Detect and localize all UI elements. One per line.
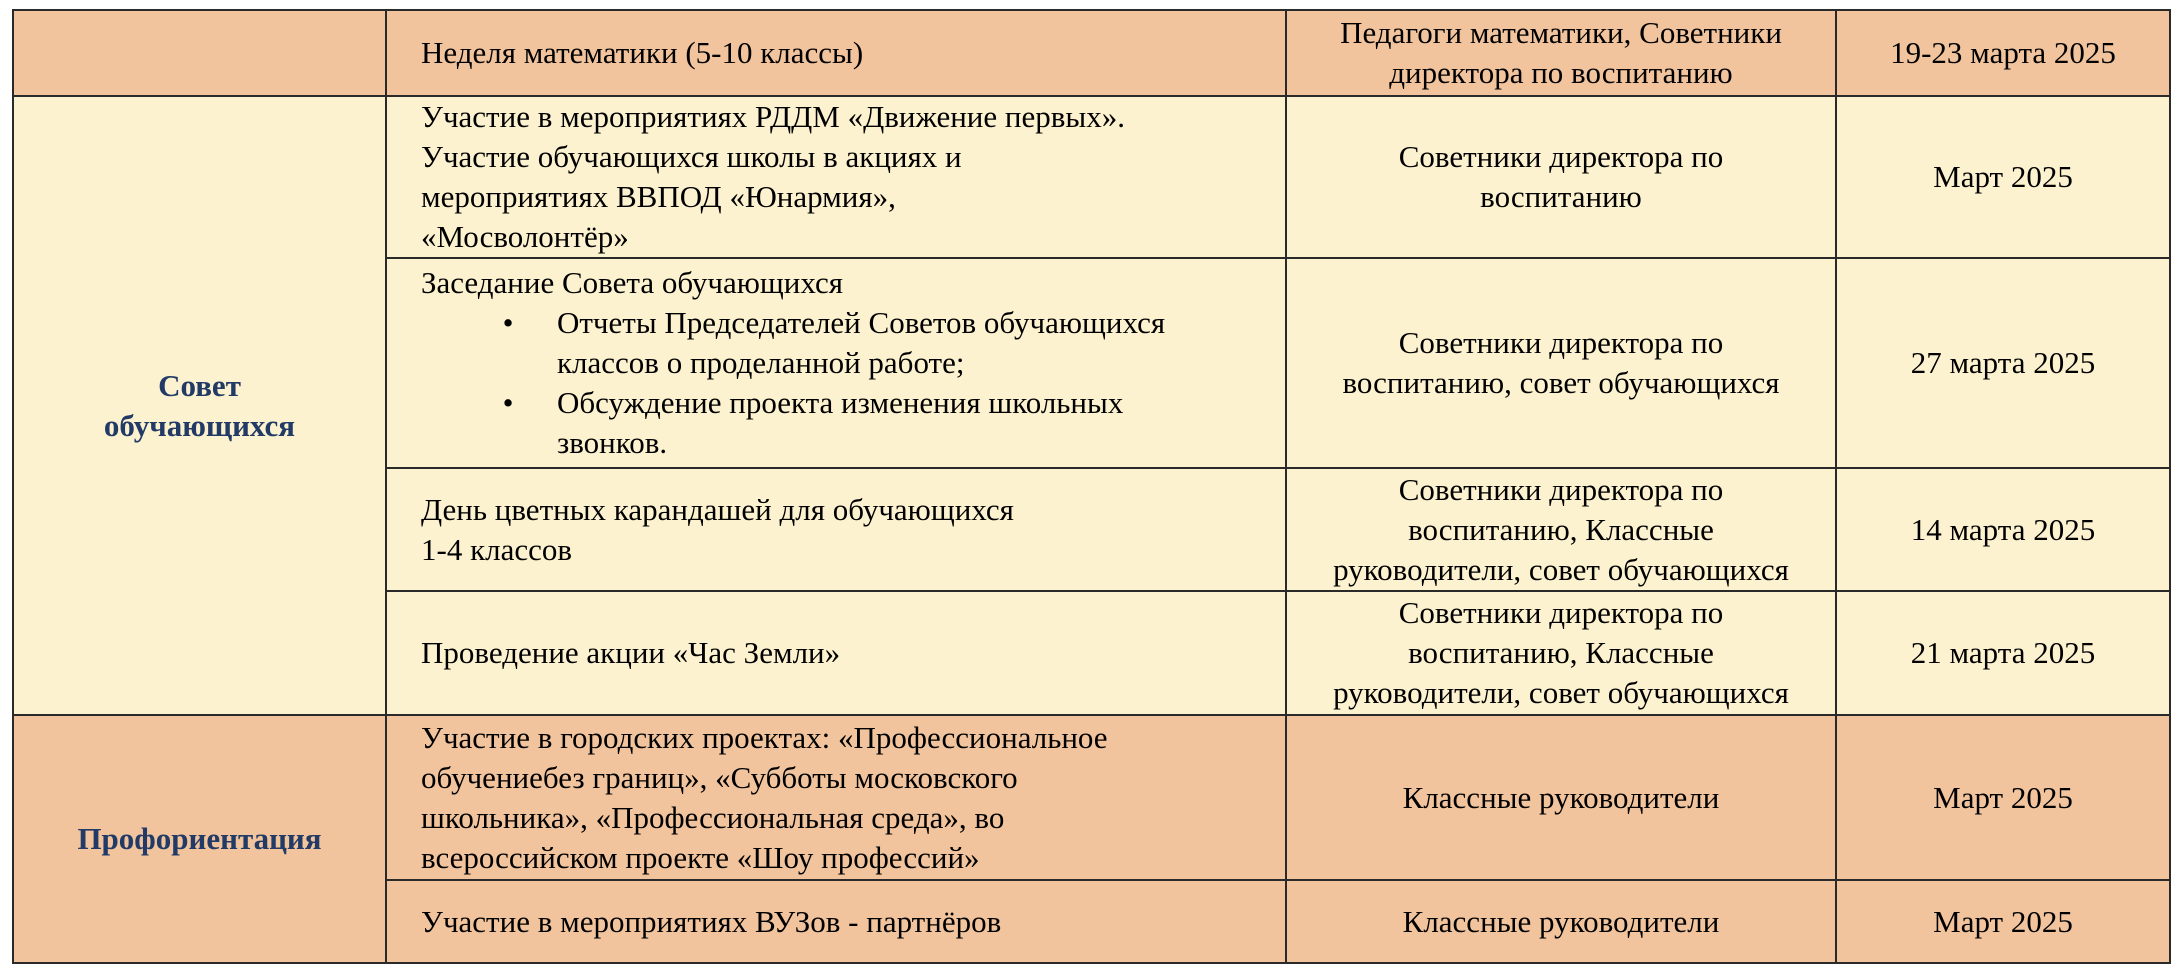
date-text: 19-23 марта 2025 [1890, 35, 2116, 70]
event-text: Участие в мероприятиях ВУЗов - партнёров [421, 903, 1002, 939]
date-cell [1836, 591, 2170, 715]
document-page [12, 9, 2171, 964]
section-title: Совет [158, 367, 241, 403]
event-title: Заседание Совета обучающихся [421, 265, 844, 300]
bullet-icon: • [502, 305, 514, 340]
plan-table [12, 9, 2171, 964]
responsible-cell [1286, 258, 1836, 468]
event-text: обучениебез границ», «Субботы московского [421, 759, 1018, 795]
table-row [13, 96, 2170, 258]
date-text: Март 2025 [1933, 159, 2073, 194]
date-cell [1836, 258, 2170, 468]
bullet-list [421, 303, 1265, 463]
responsible-cell [1286, 468, 1836, 591]
event-cell [386, 258, 1286, 468]
section-heading-career-guidance [13, 715, 386, 963]
date-text: 21 марта 2025 [1910, 635, 2096, 670]
table-row [13, 715, 2170, 880]
bullet-item [491, 383, 1265, 463]
event-cell [386, 10, 1286, 96]
bullet-text: звонков. [557, 425, 668, 460]
responsible-text: Советники директора по [1398, 595, 1724, 630]
table-row [13, 10, 2170, 96]
date-cell [1836, 715, 2170, 880]
responsible-text: воспитанию, Классные [1408, 511, 1714, 547]
date-cell [1836, 96, 2170, 258]
event-text: День цветных карандашей для обучающихся [421, 491, 1014, 527]
responsible-text: Классные руководители [1402, 903, 1720, 939]
event-cell [386, 591, 1286, 715]
responsible-cell [1286, 10, 1836, 96]
responsible-cell [1286, 880, 1836, 963]
event-text: Участие в городских проектах: «Профессиональное [421, 719, 1108, 755]
responsible-cell [1286, 591, 1836, 715]
responsible-text: руководители, совет обучающихся [1333, 675, 1789, 710]
event-text: всероссийском проекте «Шоу профессий» [421, 839, 980, 875]
date-text: 14 марта 2025 [1910, 511, 2096, 547]
responsible-text: Педагоги математики, Советники [1340, 15, 1782, 50]
event-text: Участие в мероприятиях РДДМ «Движение первых». [421, 99, 1125, 134]
responsible-cell [1286, 715, 1836, 880]
section-title: Профориентация [77, 821, 322, 856]
event-cell [386, 96, 1286, 258]
event-text: Участие обучающихся школы в акциях и [421, 139, 962, 174]
bullet-text: классов о проделанной работе; [557, 345, 965, 380]
responsible-text: воспитанию, Классные [1408, 635, 1714, 670]
responsible-text: воспитанию [1480, 179, 1642, 214]
bullet-item [491, 303, 1265, 383]
date-text: Март 2025 [1933, 903, 2073, 939]
event-text: Проведение акции «Час Земли» [421, 635, 841, 670]
responsible-text: руководители, совет обучающихся [1333, 551, 1789, 587]
responsible-text: директора по воспитанию [1389, 55, 1733, 90]
event-text: Неделя математики (5-10 классы) [421, 35, 864, 70]
event-text: мероприятиях ВВПОД «Юнармия», [421, 179, 896, 214]
event-cell [386, 880, 1286, 963]
event-text: школьника», «Профессиональная среда», во [421, 799, 1005, 835]
date-cell [1836, 880, 2170, 963]
responsible-text: Советники директора по [1398, 471, 1724, 507]
event-text: 1-4 классов [421, 531, 573, 567]
section-cell-empty [13, 10, 386, 96]
event-text: «Мосволонтёр» [421, 219, 629, 254]
bullet-text: Обсуждение проекта изменения школьных [557, 385, 1124, 420]
bullet-text: Отчеты Председателей Советов обучающихся [557, 305, 1166, 340]
responsible-text: Советники директора по [1398, 325, 1724, 360]
event-cell [386, 468, 1286, 591]
responsible-text: Классные руководители [1402, 779, 1720, 815]
date-text: Март 2025 [1933, 779, 2073, 815]
section-heading-student-council [13, 96, 386, 715]
responsible-text: воспитанию, совет обучающихся [1342, 365, 1780, 400]
date-cell [1836, 468, 2170, 591]
bullet-icon: • [502, 385, 514, 420]
responsible-cell [1286, 96, 1836, 258]
date-text: 27 марта 2025 [1910, 345, 2096, 380]
responsible-text: Советники директора по [1398, 139, 1724, 174]
date-cell [1836, 10, 2170, 96]
section-title: обучающихся [103, 407, 296, 443]
event-cell [386, 715, 1286, 880]
